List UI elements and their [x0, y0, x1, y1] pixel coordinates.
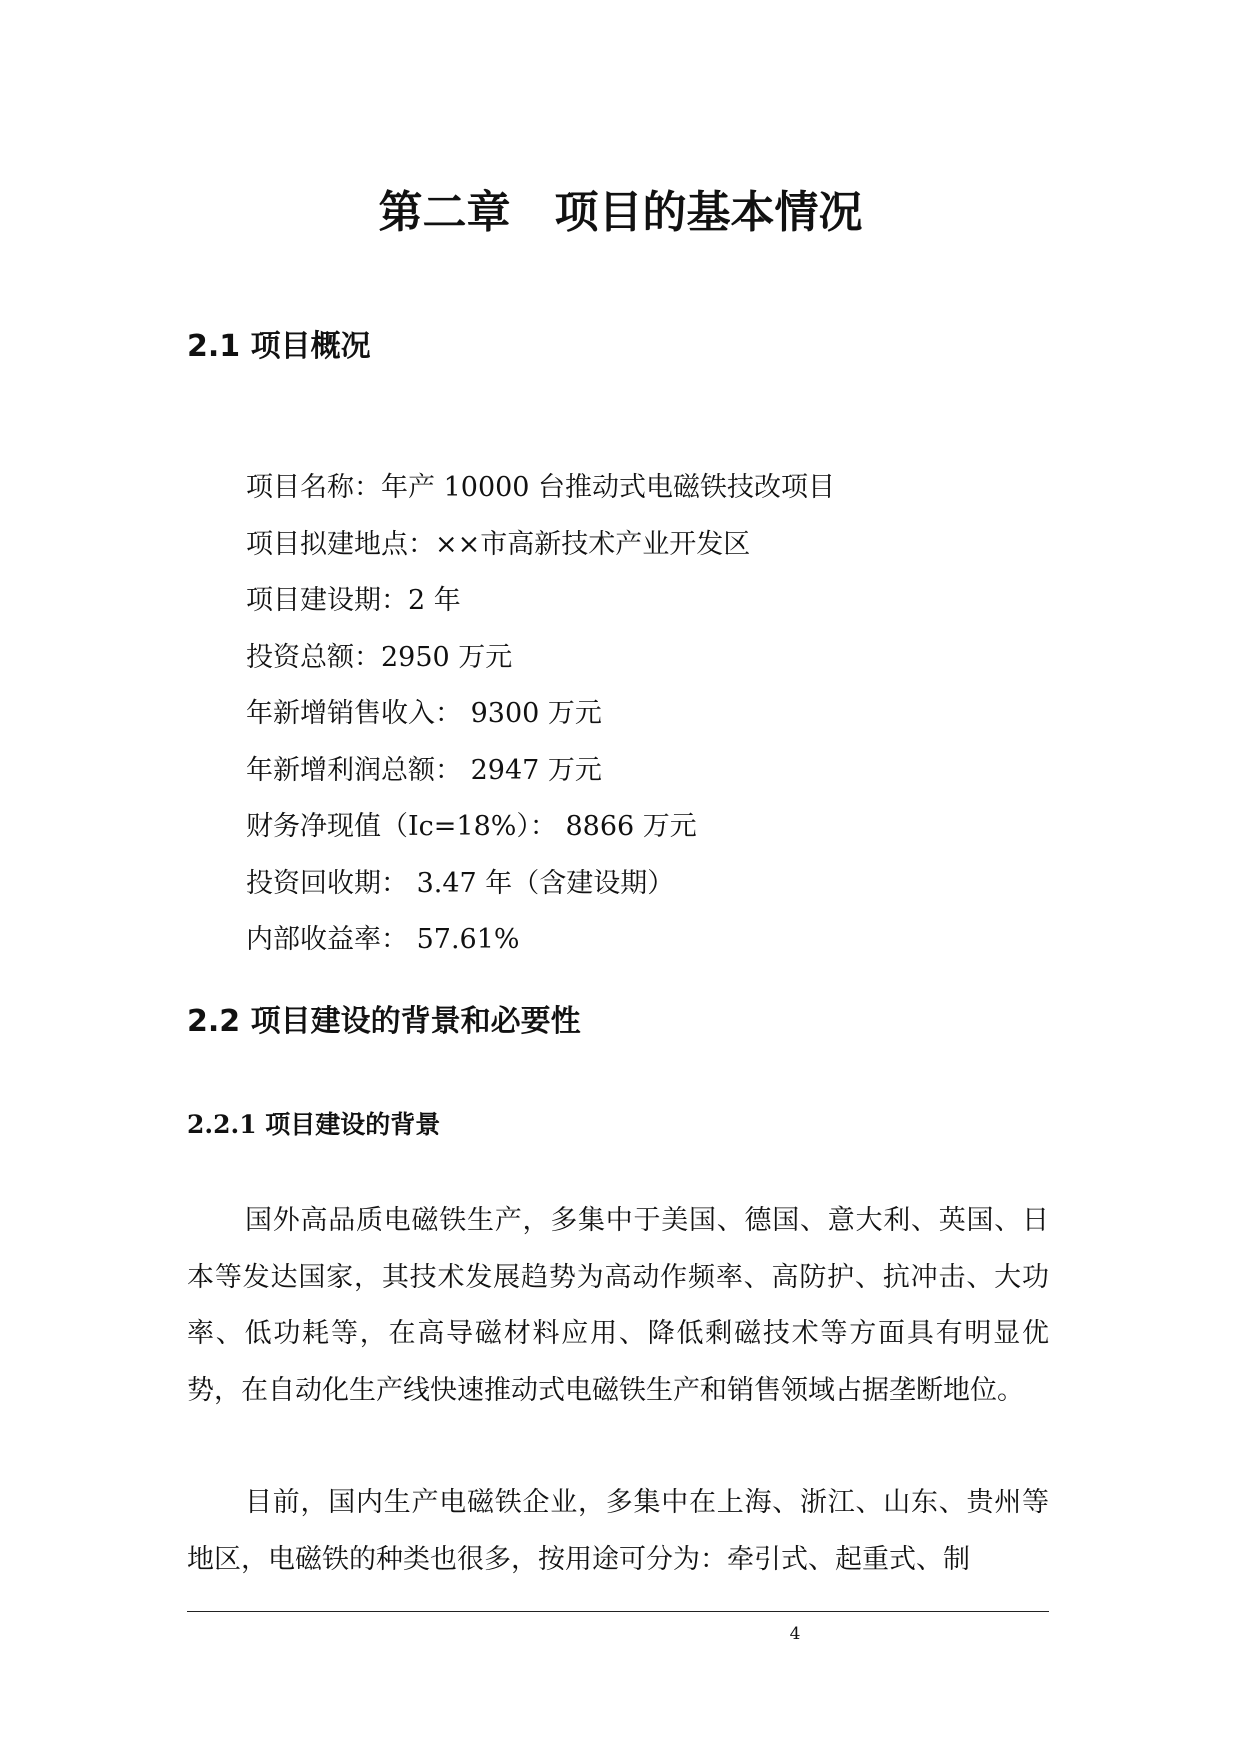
subsection-heading-2-2-1: 2.2.1 项目建设的背景 — [187, 1110, 441, 1139]
project-overview-list — [246, 460, 835, 969]
page-number: 4 — [789, 1624, 801, 1644]
chapter-title: 第二章 项目的基本情况 — [378, 187, 863, 238]
overview-item-construction-period: 项目建设期：2 年 — [246, 585, 461, 616]
overview-item-sales-revenue: 年新增销售收入： 9300 万元 — [246, 698, 602, 729]
overview-item-irr: 内部收益率： 57.61% — [246, 924, 520, 955]
overview-item-payback-period: 投资回收期： 3.47 年（含建设期） — [246, 867, 675, 899]
background-paragraph-2: 目前，国内生产电磁铁企业，多集中在上海、浙江、山东、贵州等地区，电磁铁的种类也很多，按用途可分为：牵引式、起重式、制 — [187, 1487, 1049, 1575]
overview-item-npv: 财务净现值（Ic=18%）： 8866 万元 — [246, 811, 697, 842]
overview-item-location: 项目拟建地点：××市高新技术产业开发区 — [246, 528, 751, 560]
section-heading-2-2: 2.2 项目建设的背景和必要性 — [187, 1004, 581, 1039]
footer-divider — [187, 1611, 1049, 1612]
section-heading-2-1: 2.1 项目概况 — [187, 329, 371, 364]
background-paragraph-1: 国外高品质电磁铁生产，多集中于美国、德国、意大利、英国、日本等发达国家，其技术发展趋势为高动作频率、高防护、抗冲击、大功率、低功耗等，在高导磁材料应用、降低剩磁技术等方面具有明显优势，在自动化生产线快速推动式电磁铁生产和销售领域占据垄断地位。 — [187, 1205, 1049, 1406]
overview-item-total-investment: 投资总额：2950 万元 — [246, 641, 513, 673]
overview-item-profit: 年新增利润总额： 2947 万元 — [246, 754, 602, 786]
overview-item-project-name: 项目名称：年产 10000 台推动式电磁铁技改项目 — [246, 472, 836, 503]
